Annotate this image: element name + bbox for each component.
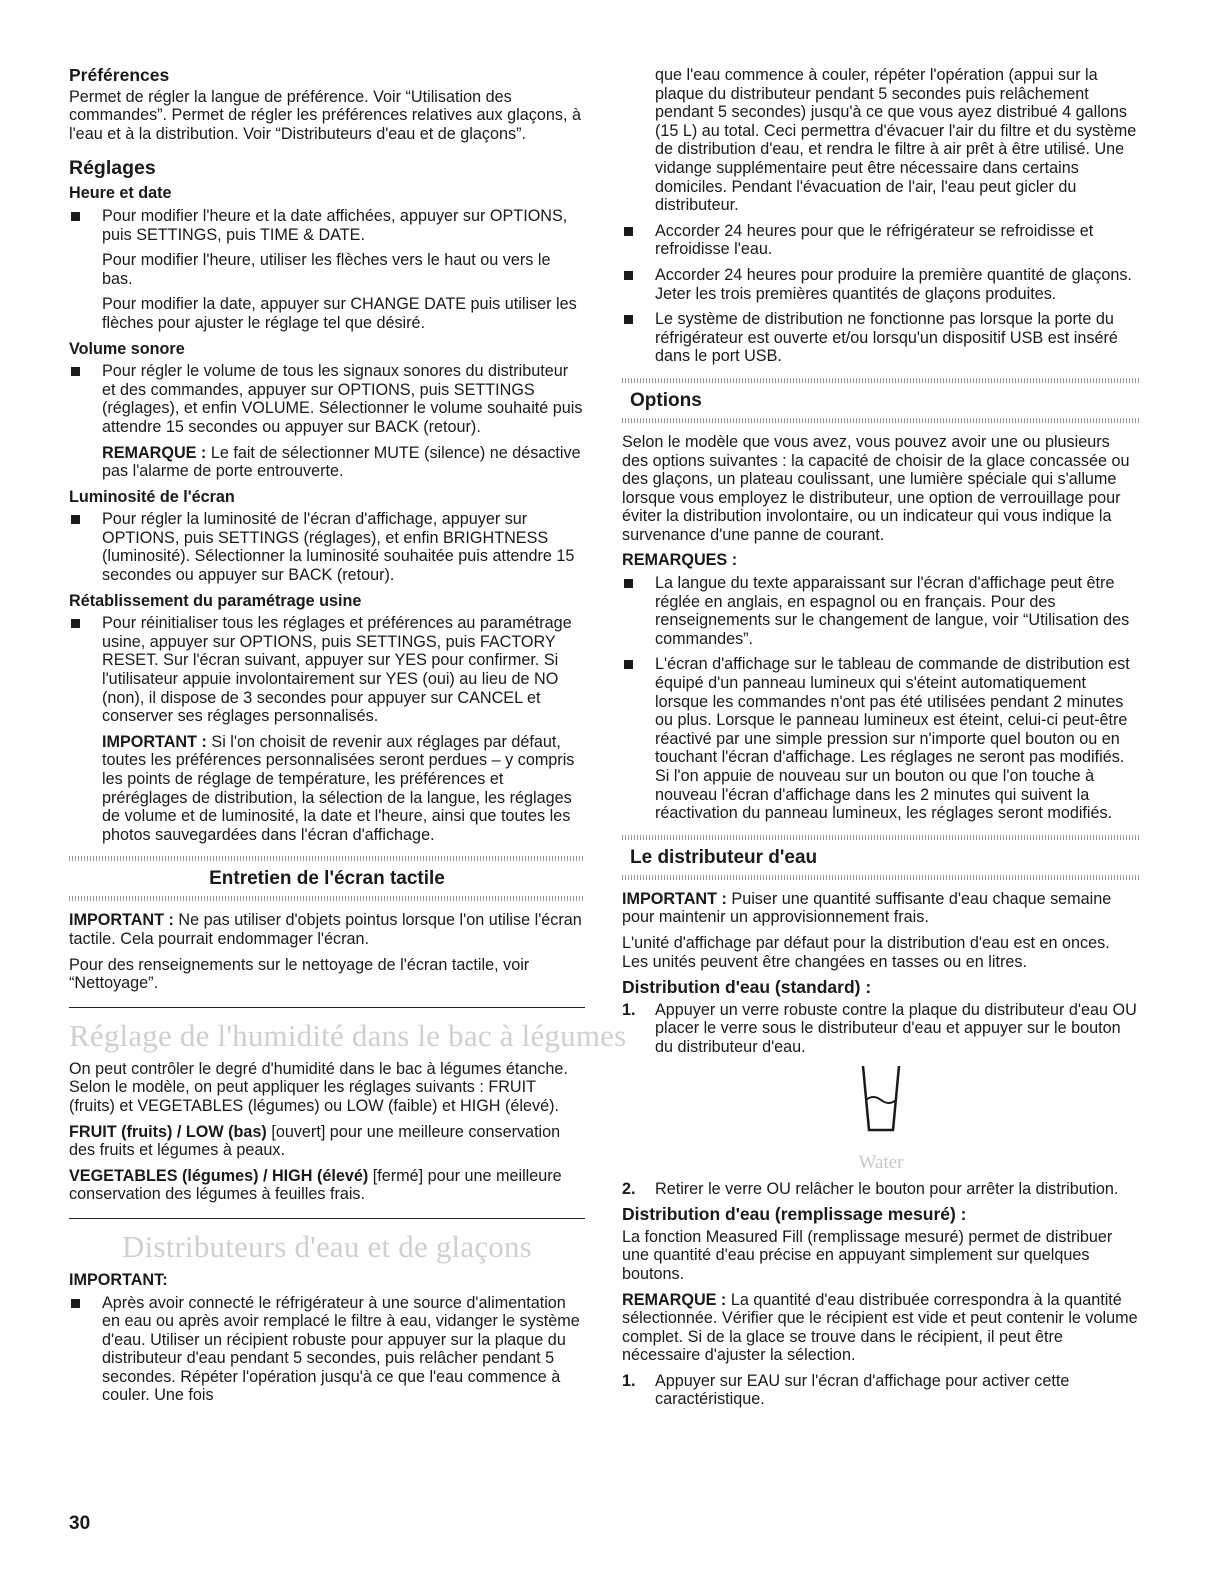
section-band-options <box>622 378 1140 423</box>
flush-continued-text: que l'eau commence à couler, répéter l'opération (appui sur la plaque du distributeur pendant 5 secondes puis relâchement pendant 5 secondes) jusqu'à ce que vous ayez distribué 4 gallons (15 L) au total. Ceci permettra d'évacuer l'air du filtre et du système de distribution d'eau, et rendra le filtre à air prêt à être utilisé. Une vidange supplémentaire peut être nécessaire dans certains domiciles. Pendant l'évacuation de l'air, l'eau peut gicler du distributeur. <box>655 66 1137 215</box>
important-text: Ne pas utiliser d'objets pointus lorsque l'on utilise l'écran tactile. Cela pourrait endommager l'écran. <box>69 911 582 948</box>
list-item-luminosite: Pour régler la luminosité de l'écran d'affichage, appuyer sur OPTIONS, puis SETTINGS (réglages), et enfin BRIGHTNESS (luminosité). Sélectionner la luminosité souhaitée puis attendre 15 secondes ou appuyer sur BACK (retour). <box>69 510 585 584</box>
note-label: REMARQUE : <box>622 1290 727 1309</box>
section-title-options: Options <box>630 389 702 411</box>
band-stripe-bottom <box>69 896 585 901</box>
section-band-water <box>622 835 1140 880</box>
subheading-reset: Rétablissement du paramétrage usine <box>69 591 362 610</box>
reset-important <box>69 733 585 845</box>
step-text: Appuyer un verre robuste contre la plaque du distributeur d'eau OU placer le verre sous le distributeur d'eau et appuyer sur le bouton du distributeur d'eau. <box>655 1000 1137 1056</box>
subheading-luminosite: Luminosité de l'écran <box>69 487 235 506</box>
touch-important <box>69 911 585 948</box>
section-divider <box>69 1007 585 1008</box>
page-number: 30 <box>69 1513 91 1534</box>
water-important <box>622 890 1140 927</box>
section-title-humidity: Réglage de l'humidité dans le bac à légumes <box>69 1017 627 1053</box>
note-label: REMARQUE : <box>102 443 207 462</box>
section-title-reglages: Réglages <box>69 157 156 180</box>
remarques-heading: REMARQUES : <box>622 551 738 570</box>
preferences-text: Permet de régler la langue de préférence. Voir “Utilisation des commandes”. Permet de régler les préférences relatives aux glaçons, à l'eau et à la distribution. Voir “Distributeurs d'eau et de glaçons”. <box>69 87 581 143</box>
options-text: Selon le modèle que vous avez, vous pouvez avoir une ou plusieurs des options suivantes : la capacité de choisir de la glace concassée ou des glaçons, un plateau coulissant, une lumière spéciale qui s'allume lorsque vous employez le distributeur, une option de verrouillage pour éviter la distribution involontaire, ou un indicateur qui vous indique la survenance d'une panne de courant. <box>622 432 1130 544</box>
subheading-heure-date: Heure et date <box>69 184 172 203</box>
list-item-heure: Pour modifier l'heure et la date affichées, appuyer sur OPTIONS, puis SETTINGS, puis TIME & DATE. <box>69 207 585 244</box>
list-item-usb: Le système de distribution ne fonctionne pas lorsque la porte du réfrigérateur est ouverte et/ou lorsqu'un dispositif USB est inséré dans le port USB. <box>622 310 1140 366</box>
band-stripe-bottom <box>622 875 1140 880</box>
water-icon-figure <box>622 1064 1140 1172</box>
subheading-standard: Distribution d'eau (standard) : <box>622 977 872 998</box>
section-divider <box>69 1218 585 1219</box>
list-item-panel: L'écran d'affichage sur le tableau de commande de distribution est équipé d'un panneau lumineux qui s'éteint automatiquement lorsque les commandes n'ont pas été utilisées pendant 2 minutes ou plus. Lorsque le panneau lumineux est éteint, celui-ci peut-être réactivé par une simple pression sur n'importe quel bouton ou en touchant l'écran d'affichage. Les réglages ne seront pas modifiés. Si l'on appuie de nouveau sur un bouton ou que l'on touche à nouveau l'écran d'affichage dans les 2 minutes qui suivent la réactivation du panneau lumineux, les réglages seront modifiés. <box>622 655 1140 822</box>
humidity-vegetables <box>69 1167 585 1204</box>
section-title-water: Le distributeur d'eau <box>630 846 818 868</box>
water-icon-label: Water <box>858 1151 904 1173</box>
step-number: 1. <box>622 1371 636 1390</box>
important-text: Si l'on choisit de revenir aux réglages par défaut, toutes les préférences personnalisées seront perdues – y compris les points de réglage de température, les préférences et préréglages de distribution, la sélection de la langue, les réglages de volume et de luminosité, la date et l'heure, ainsi que toutes les photos sauvegardées dans l'écran d'affichage. <box>102 732 575 844</box>
section-band-touchscreen <box>69 856 585 901</box>
list-item-24h-cool: Accorder 24 heures pour que le réfrigérateur se refroidisse et refroidisse l'eau. <box>622 222 1140 259</box>
measured-text: La fonction Measured Fill (remplissage mesuré) permet de distribuer une quantité d'eau précise en appuyant simplement sur quelques boutons. <box>622 1227 1113 1283</box>
section-title-preferences: Préférences <box>69 65 170 85</box>
note-text: La quantité d'eau distribuée correspondra à la quantité sélectionnée. Vérifier que le récipient est vide et peut contenir le volume complet. Si de la glace se trouve dans le récipient, il peut être nécessaire d'ajuster la sélection. <box>622 1290 1138 1365</box>
important-label: IMPORTANT : <box>69 911 174 930</box>
right-column <box>622 66 1140 1416</box>
step-2-standard <box>622 1180 1140 1199</box>
important-text: Puiser une quantité suffisante d'eau chaque semaine pour maintenir un approvisionnement frais. <box>622 889 1112 927</box>
fruit-label: FRUIT (fruits) / LOW (bas) <box>69 1122 267 1141</box>
touch-text: Pour des renseignements sur le nettoyage de l'écran tactile, voir “Nettoyage”. <box>69 955 530 993</box>
heure-text-2: Pour modifier la date, appuyer sur CHANGE DATE puis utiliser les flèches pour ajuster le réglage tel que désiré. <box>102 295 577 332</box>
important-label: IMPORTANT : <box>102 732 207 751</box>
step-text: Appuyer sur EAU sur l'écran d'affichage pour activer cette caractéristique. <box>655 1371 1070 1409</box>
humidity-text: On peut contrôler le degré d'humidité dans le bac à légumes étanche. Selon le modèle, on peut appliquer les réglages suivants : FRUIT (fruits) et VEGETABLES (légumes) ou LOW (faible) et HIGH (élevé). <box>69 1059 568 1115</box>
list-item-volume: Pour régler le volume de tous les signaux sonores du distributeur et des commandes, appuyer sur OPTIONS, puis SETTINGS (réglages), et enfin VOLUME. Sélectionner le volume souhaité puis attendre 15 secondes ou appuyer sur BACK (retour). <box>69 362 585 436</box>
subheading-measured: Distribution d'eau (remplissage mesuré) : <box>622 1204 967 1225</box>
water-glass-icon <box>859 1064 903 1134</box>
section-title-touchscreen: Entretien de l'écran tactile <box>209 868 445 890</box>
step-1-standard <box>622 1001 1140 1057</box>
important-label: IMPORTANT : <box>622 889 727 908</box>
humidity-fruit <box>69 1123 585 1160</box>
fruit-text: [ouvert] pour une meilleure conservation des fruits et légumes à peaux. <box>69 1122 561 1160</box>
band-stripe-bottom <box>622 418 1140 423</box>
step-text: Retirer le verre OU relâcher le bouton pour arrêter la distribution. <box>655 1179 1119 1198</box>
section-title-dispensers: Distributeurs d'eau et de glaçons <box>122 1228 532 1264</box>
left-column <box>69 65 627 1412</box>
water-units-text: L'unité d'affichage par défaut pour la distribution d'eau est en onces. Les unités peuvent être changées en tasses ou en litres. <box>622 933 1110 971</box>
important-heading: IMPORTANT: <box>69 1270 168 1289</box>
list-item-language: La langue du texte apparaissant sur l'écran d'affichage peut être réglée en anglais, en espagnol ou en français. Pour des renseignements sur le changement de langue, voir “Utilisation des commandes”. <box>622 574 1140 648</box>
list-item-flush: Après avoir connecté le réfrigérateur à une source d'alimentation en eau ou après avoir remplacé le filtre à eau, vidanger le système d'eau. Utiliser un récipient robuste pour appuyer sur la plaque du distributeur d'eau pendant 5 secondes, puis relâcher pendant 5 secondes. Répéter l'opération jusqu'à ce que l'eau commence à couler. Une fois <box>69 1294 585 1406</box>
measured-note <box>622 1291 1140 1365</box>
list-item-24h-ice: Accorder 24 heures pour produire la première quantité de glaçons. Jeter les trois premières quantités de glaçons produites. <box>622 266 1140 303</box>
heure-text-1: Pour modifier l'heure, utiliser les flèches vers le haut ou vers le bas. <box>102 251 551 288</box>
volume-note <box>69 444 585 481</box>
note-text: Le fait de sélectionner MUTE (silence) ne désactive pas l'alarme de porte entrouverte. <box>102 443 581 481</box>
subheading-volume: Volume sonore <box>69 339 185 358</box>
step-number: 2. <box>622 1179 636 1198</box>
vegetables-text: [fermé] pour une meilleure conservation des légumes à feuilles frais. <box>69 1166 562 1204</box>
list-item-reset: Pour réinitialiser tous les réglages et préférences au paramétrage usine, appuyer sur OPTIONS, puis SETTINGS, puis FACTORY RESET. Sur l'écran suivant, appuyer sur YES pour confirmer. Si l'utilisateur appuie involontairement sur YES (oui) au lieu de NO (non), il dispose de 3 secondes pour appuyer sur CANCEL et conserver ses réglages personnalisés. <box>69 614 585 726</box>
vegetables-label: VEGETABLES (légumes) / HIGH (élevé) <box>69 1166 369 1185</box>
step-number: 1. <box>622 1000 636 1019</box>
step-1-measured <box>622 1372 1140 1409</box>
